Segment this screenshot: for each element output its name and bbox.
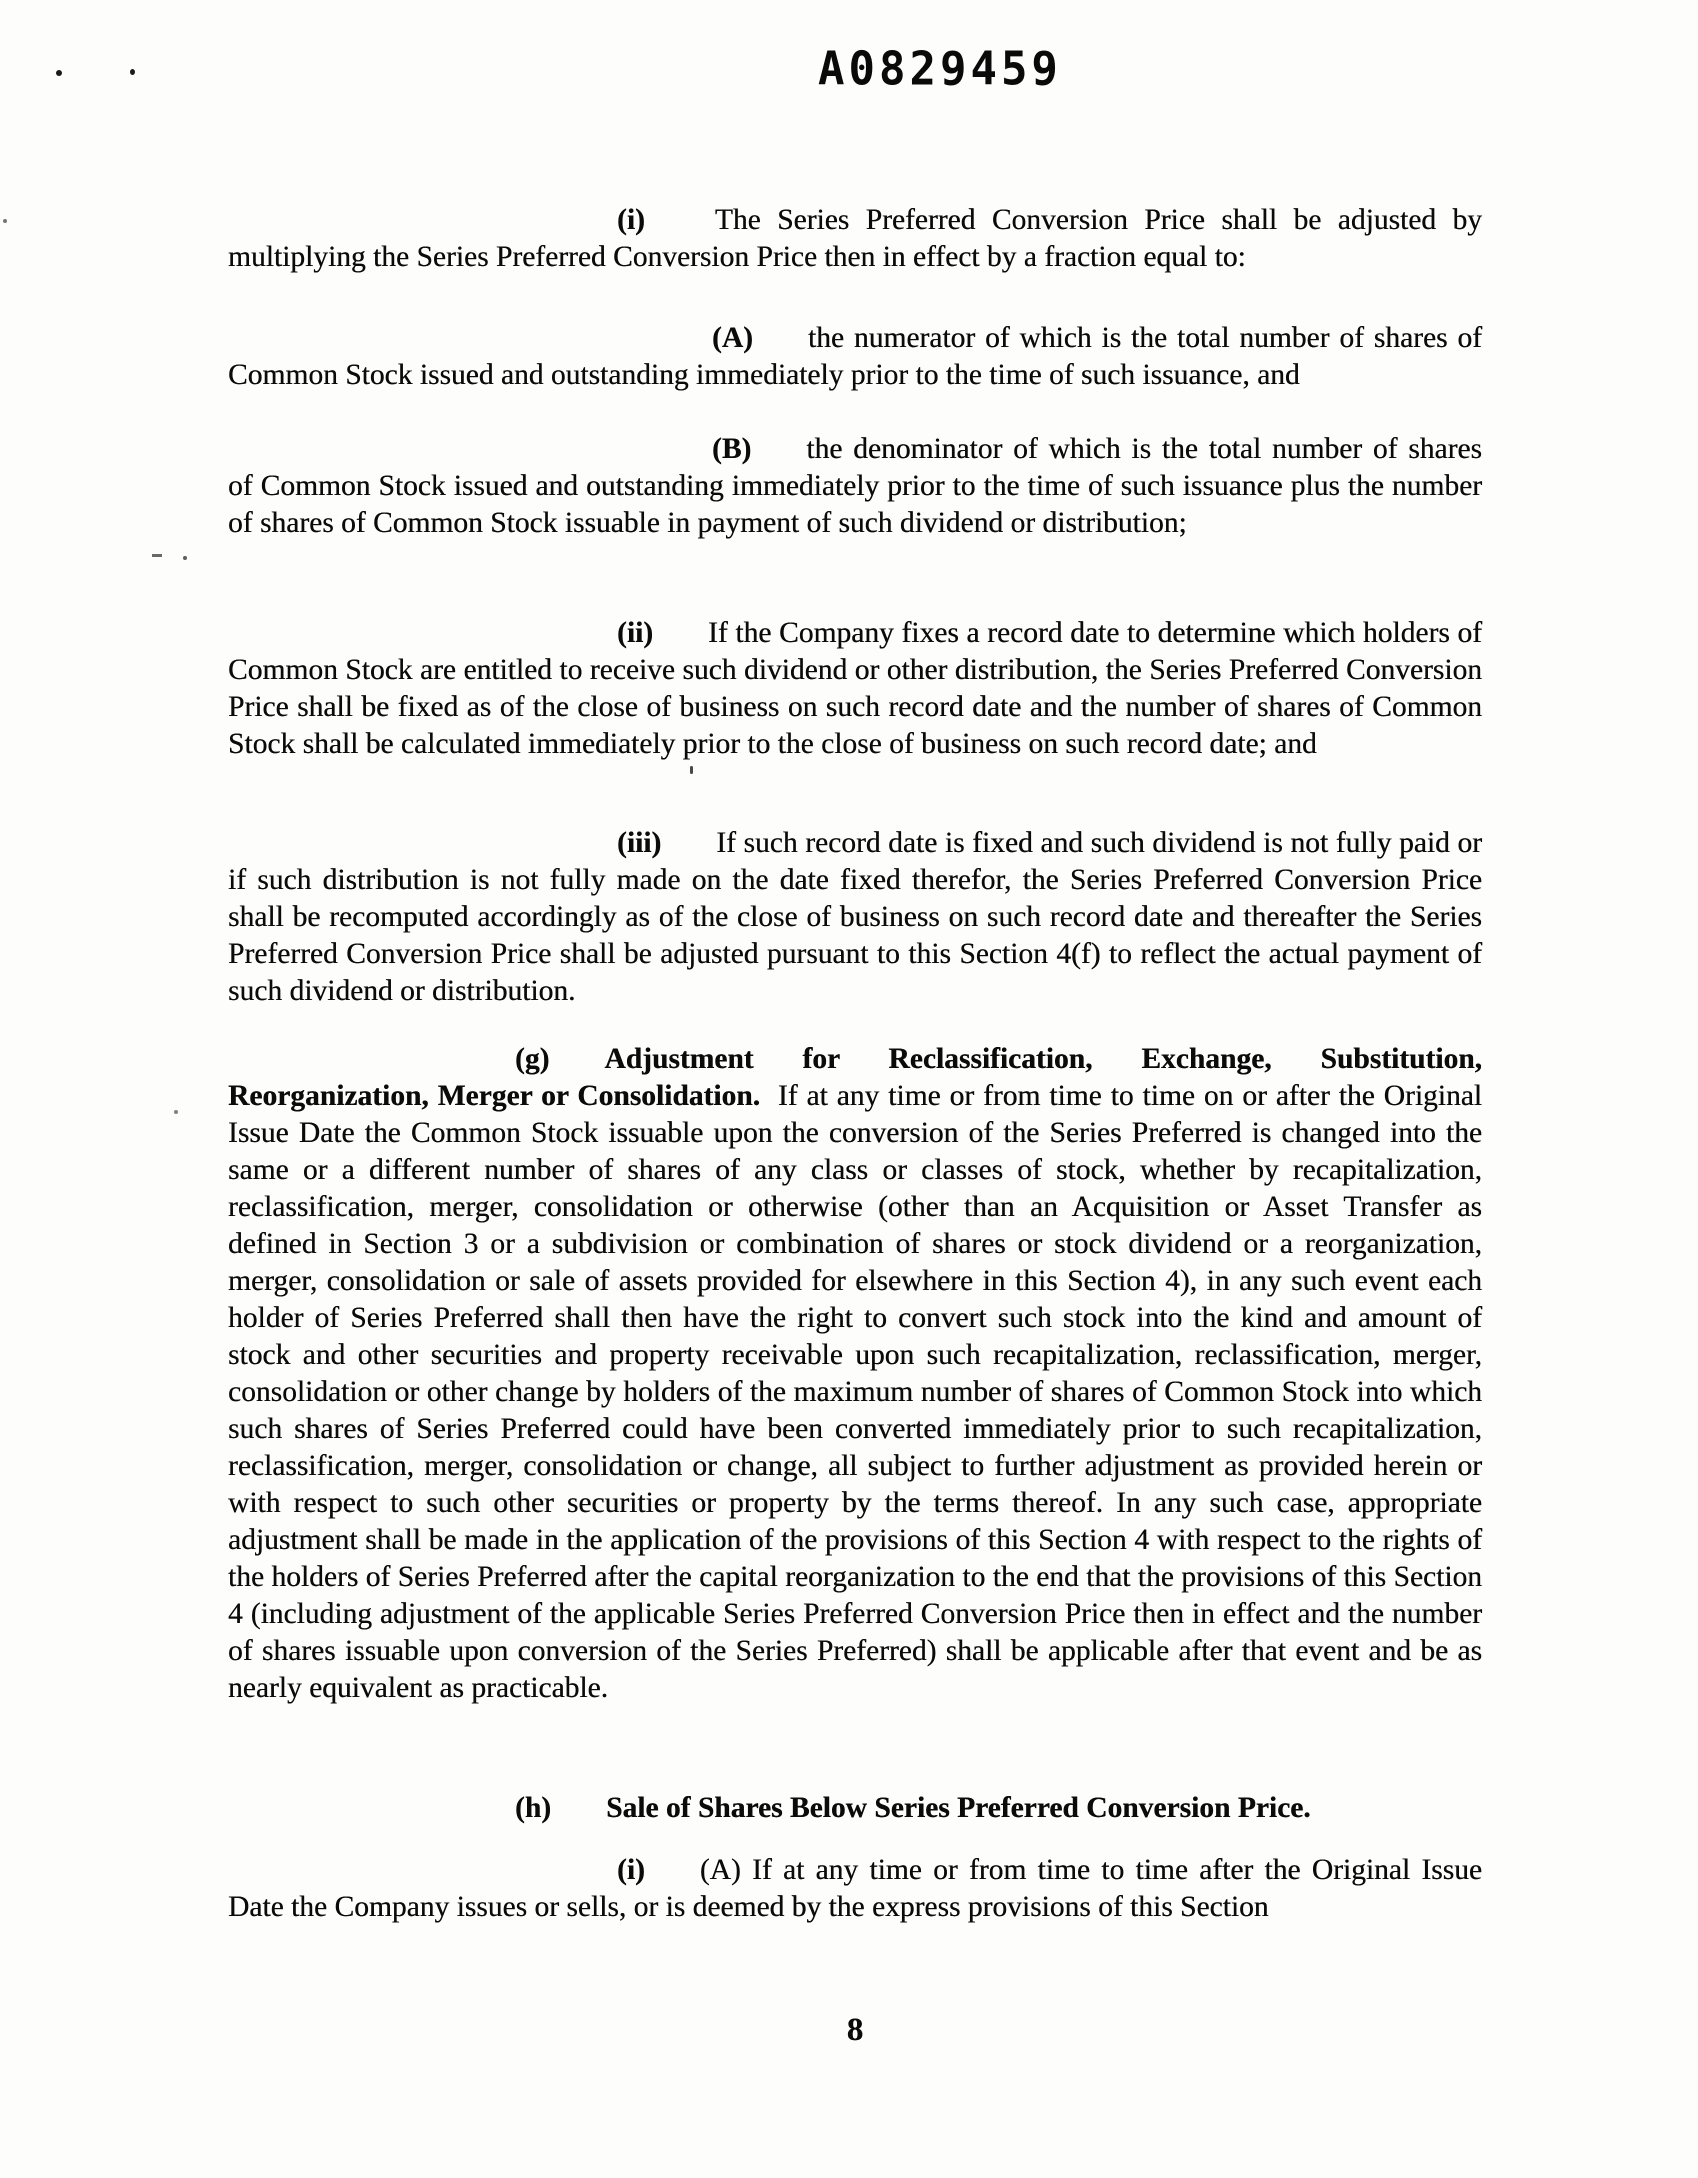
- paragraph-text: the denominator of which is the total number of shares of Common Stock issued and outstanding immediately prior to the time of such issuance plus the number of shares of Common Stock issuable in payment of such dividend or distribution;: [228, 433, 1482, 539]
- paragraph-label: (B): [712, 433, 752, 465]
- page-number: 8: [846, 2012, 864, 2048]
- document-stamp-number: A0829459: [818, 42, 1062, 97]
- scan-artifact-dot: [183, 556, 187, 560]
- paragraph-i-1: [228, 202, 1482, 276]
- paragraph-label: (i): [617, 1854, 645, 1886]
- spacer: [760, 1080, 778, 1112]
- paragraph-label: (iii): [617, 827, 662, 859]
- paragraph-text: The Series Preferred Conversion Price shall be adjusted by multiplying the Series Preferred Conversion Price then in effect by a fraction equal to:: [228, 204, 1482, 273]
- paragraph-label: (g): [515, 1043, 550, 1075]
- paragraph-heading: Sale of Shares Below Series Preferred Conversion Price.: [606, 1792, 1311, 1824]
- paragraph-label: (h): [515, 1792, 552, 1824]
- paragraph-text: If the Company fixes a record date to determine which holders of Common Stock are entitled to receive such dividend or other distribution, the Series Preferred Conversion Price shall be fixed as of the close of business on such record date and the number of shares of Common Stock shall be calculated immediately prior to the close of business on such record date; and: [228, 617, 1482, 760]
- scan-artifact-dot: [3, 219, 7, 223]
- paragraph-a: [228, 320, 1482, 394]
- scan-artifact-dot: [56, 70, 62, 76]
- paragraph-label: (ii): [617, 617, 654, 649]
- paragraph-iii: [228, 825, 1482, 1010]
- paragraph-b: [228, 431, 1482, 542]
- paragraph-text: (A) If at any time or from time to time after the Original Issue Date the Company issues or sells, or is deemed by the express provisions of this Section: [228, 1854, 1482, 1923]
- paragraph-heading: Adjustment for Reclassification, Exchange, Substitution, Reorganization, Merger or Consolidation.: [228, 1043, 1482, 1112]
- scan-artifact-dot: [130, 69, 135, 75]
- paragraph-text: If such record date is fixed and such dividend is not fully paid or if such distribution is not fully made on the date fixed therefor, the Series Preferred Conversion Price shall be recomputed accordingly as of the close of business on such record date and thereafter the Series Preferred Conversion Price shall be adjusted pursuant to this Section 4(f) to reflect the actual payment of such dividend or distribution.: [228, 827, 1482, 1007]
- paragraph-label: (A): [712, 322, 753, 354]
- paragraph-i-2: [228, 1852, 1482, 1926]
- paragraph-text: the numerator of which is the total number of shares of Common Stock issued and outstanding immediately prior to the time of such issuance, and: [228, 322, 1482, 391]
- scan-artifact-dot: [174, 1110, 178, 1114]
- paragraph-ii: [228, 615, 1482, 763]
- paragraph-g: [228, 1041, 1482, 1707]
- scan-artifact-dash: [152, 554, 162, 557]
- paragraph-h: [228, 1790, 1482, 1827]
- paragraph-label: (i): [617, 204, 645, 236]
- paragraph-text: If at any time or from time to time on or after the Original Issue Date the Common Stock issuable upon the conversion of the Series Preferred is changed into the same or a different number of shares of any class or classes of stock, whether by recapitalization, reclassification, merger, consolidation or otherwise (other than an Acquisition or Asset Transfer as defined in Section 3 or a subdivision or combination of shares or stock dividend or a reorganization, merger, consolidation or sale of assets provided for elsewhere in this Section 4), in any such event each holder of Series Preferred shall then have the right to convert such stock into the kind and amount of stock and other securities and property receivable upon such recapitalization, reclassification, merger, consolidation or other change by holders of the maximum number of shares of Common Stock into which such shares of Series Preferred could have been converted immediately prior to such recapitalization, reclassification, merger, consolidation or change, all subject to further adjustment as provided herein or with respect to such other securities or property by the terms thereof. In any such case, appropriate adjustment shall be made in the application of the provisions of this Section 4 with respect to the rights of the holders of Series Preferred after the capital reorganization to the end that the provisions of this Section 4 (including adjustment of the applicable Series Preferred Conversion Price then in effect and the number of shares issuable upon conversion of the Series Preferred) shall be applicable after that event and be as nearly equivalent as practicable.: [228, 1080, 1482, 1704]
- scan-artifact-dot: [690, 766, 693, 774]
